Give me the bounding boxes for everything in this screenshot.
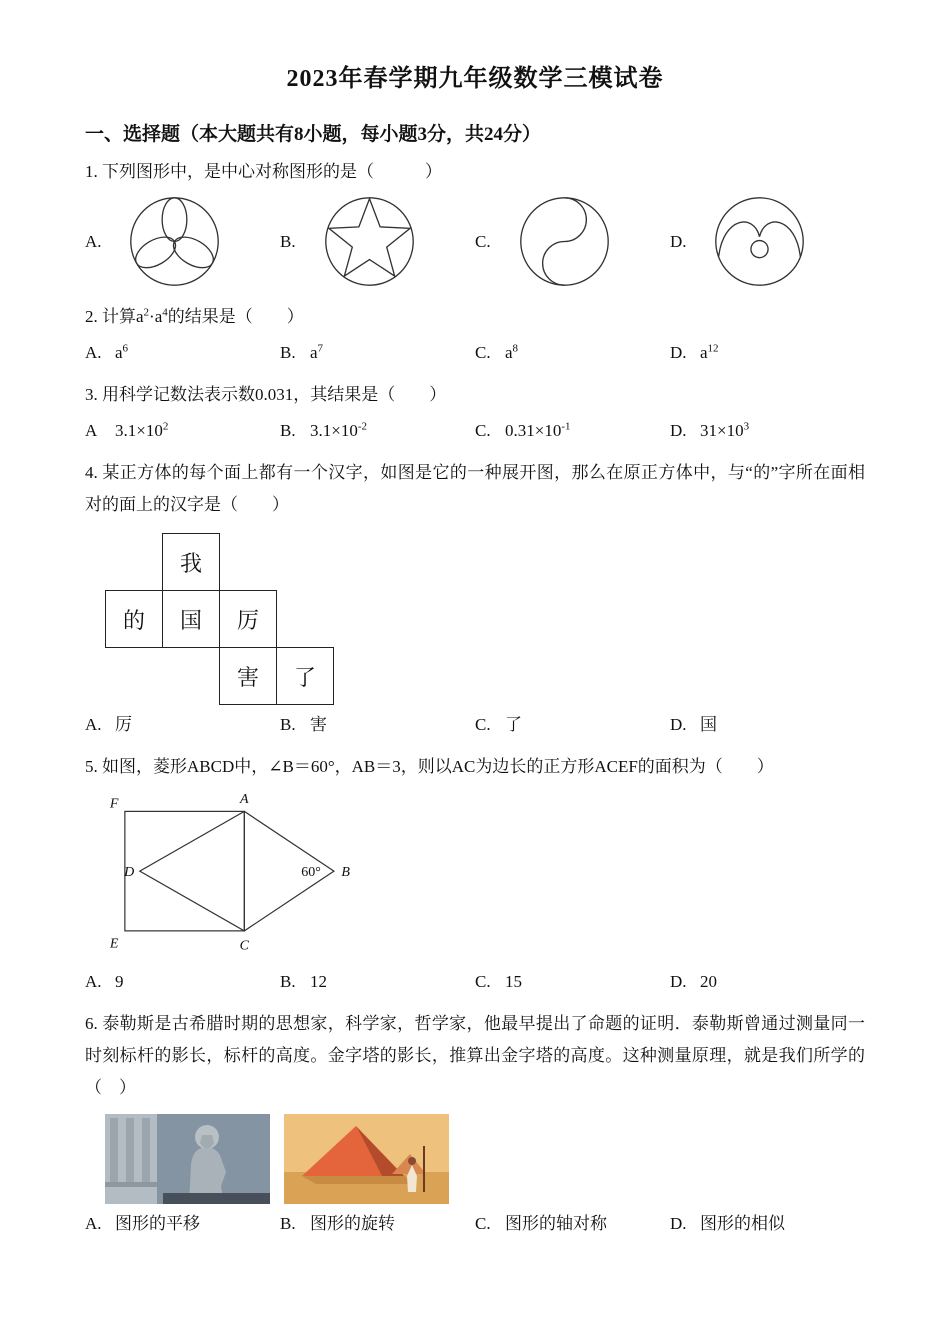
question-6 xyxy=(85,1008,865,1236)
exponent: 2 xyxy=(143,306,150,319)
pyramid-illustration-image xyxy=(284,1114,449,1204)
option-label: D. xyxy=(670,343,687,362)
question-stem: 5. 如图，菱形ABCD中，∠B＝60°，AB＝3，则以AC为边长的正方形ACEF的面积为（ ） xyxy=(85,757,774,776)
q6-option-d xyxy=(670,1212,865,1236)
q6-option-b xyxy=(280,1212,475,1236)
option-text: 图形的平移 xyxy=(115,1214,200,1233)
q5-option-a xyxy=(85,970,280,994)
q2-option-a xyxy=(85,341,280,365)
q1-figure-options xyxy=(85,194,865,289)
option-text: 20 xyxy=(700,972,717,991)
option-label: C. xyxy=(475,715,491,734)
q3-option-b xyxy=(280,419,475,443)
q2-option-d xyxy=(670,341,865,365)
option-label: D. xyxy=(670,421,687,440)
cube-net-figure xyxy=(105,533,865,705)
q2-options xyxy=(85,341,865,365)
net-cell: 了 xyxy=(276,647,334,705)
option-label: A. xyxy=(85,715,102,734)
thales-statue-image xyxy=(105,1114,270,1204)
q4-options xyxy=(85,713,865,737)
q4-option-a xyxy=(85,713,280,737)
option-text: 9 xyxy=(115,972,124,991)
option-label: C. xyxy=(475,972,491,991)
question-3 xyxy=(85,379,865,443)
option-label: C. xyxy=(475,343,491,362)
vertex-label-a: A xyxy=(240,792,249,807)
trefoil-circle-figure xyxy=(127,194,222,289)
vertex-label-f: F xyxy=(109,796,119,812)
exponent: 4 xyxy=(162,306,168,319)
option-text: a xyxy=(115,343,123,362)
stem-text: 的结果是（ ） xyxy=(167,307,304,326)
option-text: a xyxy=(700,343,708,362)
question-stem: 3. 用科学记数法表示数0.031，其结果是（ ） xyxy=(85,385,447,404)
q6-images xyxy=(105,1114,865,1204)
option-label: C. xyxy=(475,421,491,440)
stem-text: ·a xyxy=(149,307,163,326)
question-stem: 1. 下列图形中，是中心对称图形的是（ ） xyxy=(85,162,442,181)
q3-option-c xyxy=(475,419,670,443)
option-text: 3.1×10 xyxy=(115,421,163,440)
vertex-label-c: C xyxy=(239,938,250,954)
question-stem: 6. 泰勒斯是古希腊时期的思想家，科学家，哲学家，他最早提出了命题的证明．泰勒斯曾通过测量同一时刻标杆的影长，标杆的高度。金字塔的影长，推算出金字塔的高度。这种测量原理，就是我们所学的（ ） xyxy=(85,1014,865,1097)
q5-option-d xyxy=(670,970,865,994)
option-text: 12 xyxy=(310,972,327,991)
q3-option-d xyxy=(670,419,865,443)
page-title: 2023年春学期九年级数学三模试卷 xyxy=(286,66,664,92)
question-4 xyxy=(85,457,865,737)
q1-option-d xyxy=(670,194,865,289)
question-5 xyxy=(85,751,865,994)
q4-option-b xyxy=(280,713,475,737)
q6-option-a xyxy=(85,1212,280,1236)
option-text: 15 xyxy=(505,972,522,991)
q1-option-a xyxy=(85,194,280,289)
option-label: C. xyxy=(475,231,491,251)
option-label: B. xyxy=(280,972,296,991)
option-label: B. xyxy=(280,715,296,734)
exponent: 12 xyxy=(707,342,719,355)
q5-option-c xyxy=(475,970,670,994)
q1-option-c xyxy=(475,194,670,289)
option-label: B. xyxy=(280,421,296,440)
arch-fan-circle-figure xyxy=(712,194,807,289)
stem-text: 2. 计算a xyxy=(85,307,144,326)
q6-options xyxy=(85,1212,865,1236)
question-stem: 4. 某正方体的每个面上都有一个汉字，如图是它的一种展开图，那么在原正方体中，与“的”字所在面相对的面上的汉字是（ ） xyxy=(85,463,865,514)
option-text: a xyxy=(505,343,513,362)
q2-option-c xyxy=(475,341,670,365)
option-label: C. xyxy=(475,1214,491,1233)
five-point-star-figure xyxy=(322,194,417,289)
option-label: A. xyxy=(85,1214,102,1233)
option-text: 0.31×10 xyxy=(505,421,562,440)
angle-label: 60° xyxy=(301,864,321,880)
q5-option-b xyxy=(280,970,475,994)
question-stem xyxy=(85,301,865,333)
q4-option-d xyxy=(670,713,865,737)
option-text: 国 xyxy=(700,715,717,734)
exponent: 7 xyxy=(317,342,324,355)
vertex-label-b: B xyxy=(341,864,350,880)
rhombus-square-figure xyxy=(85,789,385,957)
option-label: A. xyxy=(85,343,102,362)
net-cell: 国 xyxy=(162,590,220,648)
option-text: 厉 xyxy=(115,715,132,734)
net-cell: 我 xyxy=(162,533,220,591)
exponent: 8 xyxy=(512,342,519,355)
option-label: D. xyxy=(670,1214,687,1233)
exponent: -1 xyxy=(561,420,571,433)
exponent: -2 xyxy=(357,420,368,433)
option-text: a xyxy=(310,343,318,362)
option-label: D. xyxy=(670,715,687,734)
q5-options xyxy=(85,970,865,994)
option-label: B. xyxy=(280,343,296,362)
vertex-label-d: D xyxy=(124,864,135,880)
option-label: A. xyxy=(85,972,102,991)
exponent: 6 xyxy=(122,342,129,355)
question-1 xyxy=(85,156,865,289)
option-text: 31×10 xyxy=(700,421,744,440)
option-label: B. xyxy=(280,1214,296,1233)
q1-option-b xyxy=(280,194,475,289)
section-heading: 一、选择题（本大题共有8小题，每小题3分，共24分） xyxy=(85,124,542,145)
option-text: 害 xyxy=(310,715,327,734)
q3-options xyxy=(85,419,865,443)
option-text: 3.1×10 xyxy=(310,421,358,440)
q4-option-c xyxy=(475,713,670,737)
option-text: 图形的轴对称 xyxy=(505,1214,607,1233)
q6-option-c xyxy=(475,1212,670,1236)
vertex-label-e: E xyxy=(109,936,119,952)
question-2 xyxy=(85,301,865,365)
q5-figure-wrap xyxy=(85,789,865,962)
option-text: 了 xyxy=(505,715,522,734)
q3-option-a xyxy=(85,419,280,443)
exponent: 2 xyxy=(162,420,169,433)
option-label: D. xyxy=(670,972,687,991)
option-label: D. xyxy=(670,231,687,251)
option-text: 图形的相似 xyxy=(700,1214,785,1233)
net-cell: 厉 xyxy=(219,590,277,648)
option-text: 图形的旋转 xyxy=(310,1214,395,1233)
net-cell: 害 xyxy=(219,647,277,705)
exponent: 3 xyxy=(743,420,750,433)
option-label: A xyxy=(85,421,98,440)
q2-option-b xyxy=(280,341,475,365)
yin-yang-figure xyxy=(517,194,612,289)
net-cell: 的 xyxy=(105,590,163,648)
option-label: B. xyxy=(280,231,296,251)
option-label: A. xyxy=(85,231,102,251)
